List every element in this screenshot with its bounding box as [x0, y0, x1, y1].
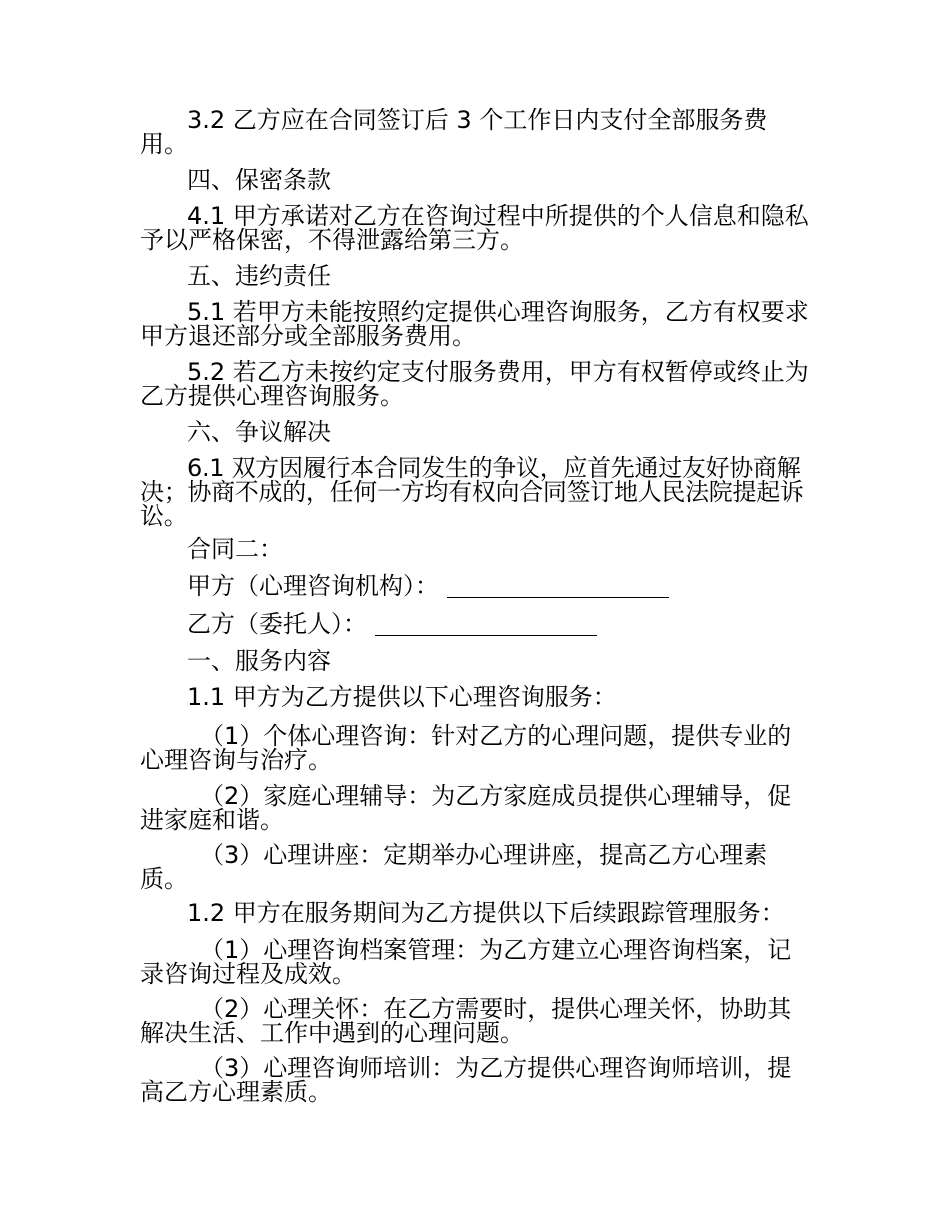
service-item-2: （2）家庭心理辅导：为乙方家庭成员提供心理辅导，促进家庭和谐。 [140, 782, 792, 834]
paragraph-5-2: 5.2 若乙方未按约定支付服务费用，甲方有权暂停或终止为乙方提供心理咨询服务。 [140, 358, 809, 410]
section-heading-dispute: 六、争议解决 [187, 418, 331, 446]
service-item-3: （3）心理讲座：定期举办心理讲座，提高乙方心理素质。 [140, 841, 768, 893]
party-a-label: 甲方（心理咨询机构）： [187, 572, 439, 600]
service-item-1: （1）个体心理咨询：针对乙方的心理问题，提供专业的心理咨询与治疗。 [140, 722, 792, 774]
party-b-blank [375, 615, 597, 636]
party-a-line [140, 574, 810, 598]
paragraph-3-2: 3.2 乙方应在合同签订后 3 个工作日内支付全部服务费用。 [140, 106, 768, 158]
paragraph-1-2: 1.2 甲方在服务期间为乙方提供以下后续跟踪管理服务： [187, 899, 785, 927]
party-b-label: 乙方（委托人）： [187, 610, 367, 638]
section-heading-services: 一、服务内容 [187, 647, 331, 675]
section-heading-confidentiality: 四、保密条款 [187, 166, 331, 194]
paragraph-1-1: 1.1 甲方为乙方提供以下心理咨询服务： [187, 683, 617, 711]
party-b-line [140, 612, 810, 636]
party-a-blank [447, 577, 669, 598]
followup-item-1: （1）心理咨询档案管理：为乙方建立心理咨询档案，记录咨询过程及成效。 [140, 936, 792, 988]
paragraph-4-1: 4.1 甲方承诺对乙方在咨询过程中所提供的个人信息和隐私予以严格保密，不得泄露给第三方。 [140, 202, 809, 254]
followup-item-2: （2）心理关怀：在乙方需要时，提供心理关怀，协助其解决生活、工作中遇到的心理问题。 [140, 995, 792, 1047]
contract-two-heading: 合同二： [187, 535, 283, 563]
followup-item-3: （3）心理咨询师培训：为乙方提供心理咨询师培训，提高乙方心理素质。 [140, 1054, 792, 1106]
paragraph-6-1: 6.1 双方因履行本合同发生的争议，应首先通过友好协商解决；协商不成的，任何一方均有权向合同签订地人民法院提起诉讼。 [140, 454, 804, 530]
paragraph-5-1: 5.1 若甲方未能按照约定提供心理咨询服务，乙方有权要求甲方退还部分或全部服务费用。 [140, 298, 809, 350]
section-heading-liability: 五、违约责任 [187, 262, 331, 290]
